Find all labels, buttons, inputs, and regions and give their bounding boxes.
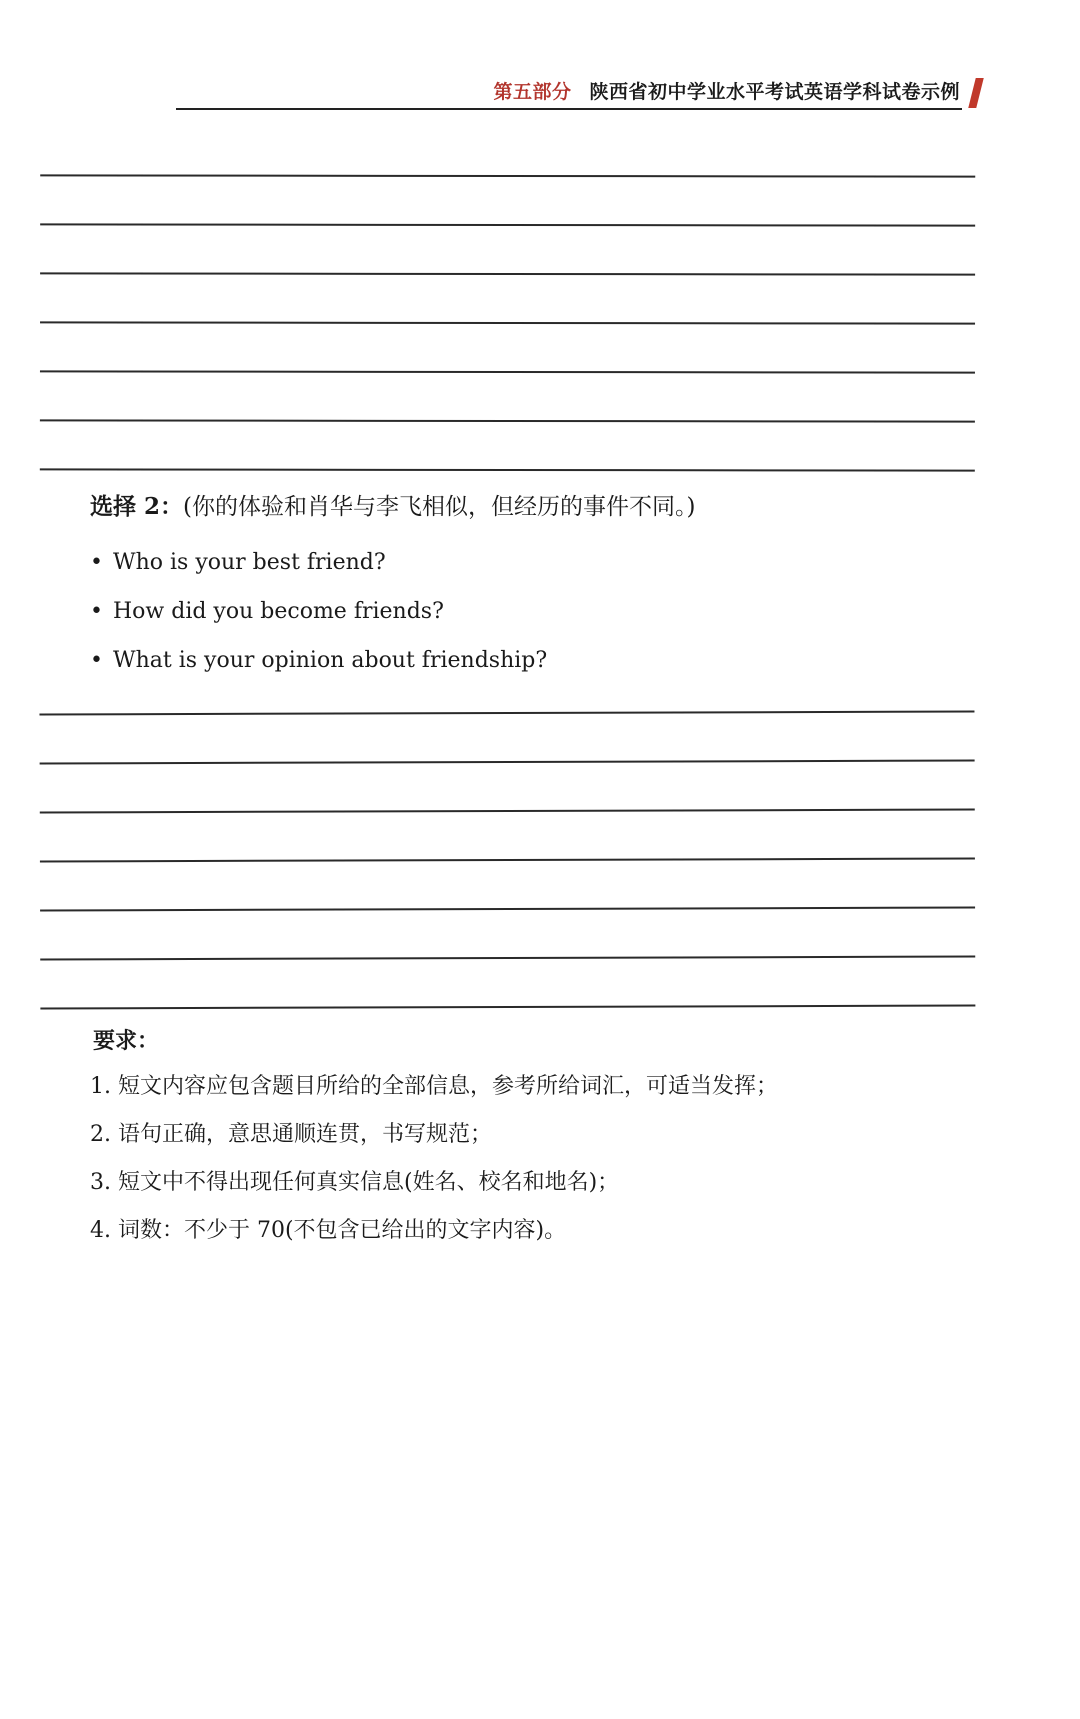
prompt-item: • Who is your best friend? (90, 538, 547, 587)
requirement-item: 4. 词数：不少于 70(不包含已给出的文字内容)。 (90, 1218, 567, 1243)
writing-line[interactable] (40, 809, 975, 814)
writing-line[interactable] (40, 419, 975, 422)
writing-line[interactable] (40, 223, 975, 226)
requirements-title: 要求： (93, 1028, 160, 1054)
prompt-item: • What is your opinion about friendship? (90, 636, 547, 685)
requirements-list (90, 1063, 778, 1255)
writing-line[interactable] (40, 907, 975, 912)
writing-line[interactable] (40, 858, 975, 863)
option2-heading (90, 488, 695, 521)
writing-line[interactable] (40, 174, 975, 177)
writing-line[interactable] (39, 711, 974, 716)
writing-line[interactable] (40, 370, 975, 373)
header-part-label: 第五部分 (493, 81, 572, 103)
requirement-item: 2. 语句正确，意思通顺连贯，书写规范； (90, 1122, 492, 1147)
writing-line[interactable] (40, 1005, 975, 1010)
requirement-item: 1. 短文内容应包含题目所给的全部信息，参考所给词汇，可适当发挥； (90, 1074, 778, 1099)
writing-line[interactable] (40, 321, 975, 324)
option2-note: (你的体验和肖华与李飞相似，但经历的事件不同。) (183, 494, 696, 520)
option2-lead: 选择 2： (90, 493, 184, 520)
requirement-item: 3. 短文中不得出现任何真实信息(姓名、校名和地名)； (90, 1170, 620, 1195)
writing-line[interactable] (40, 760, 975, 765)
prompt-item: • How did you become friends? (90, 587, 547, 636)
writing-line[interactable] (40, 272, 975, 275)
writing-line[interactable] (40, 468, 975, 471)
header-rule (176, 108, 962, 110)
page-header (176, 76, 984, 110)
header-text (493, 77, 960, 104)
option2-prompt-list (90, 538, 547, 685)
header-accent-mark (968, 78, 983, 108)
writing-lines-option2 (39, 711, 975, 1057)
header-title: 陕西省初中学业水平考试英语学科试卷示例 (589, 81, 960, 103)
writing-lines-option1 (40, 174, 975, 518)
writing-line[interactable] (40, 956, 975, 961)
